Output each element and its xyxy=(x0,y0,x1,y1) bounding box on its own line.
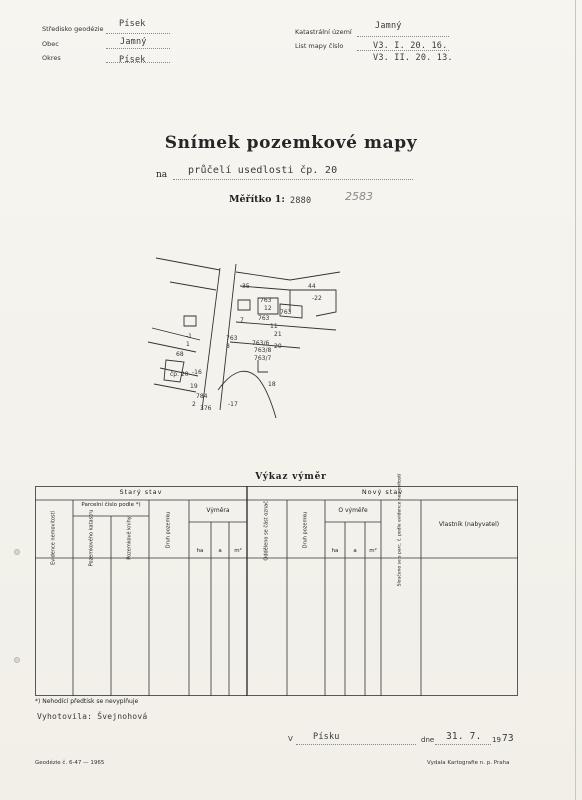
footnote: *) Nehodící předtisk se nevyplňuje xyxy=(35,698,139,705)
map-label: 784 xyxy=(196,393,208,400)
col-evidence-header: Evidence nemovitostí xyxy=(50,511,57,565)
old-state-header: Starý stav xyxy=(119,488,163,496)
map-building xyxy=(184,316,196,326)
stredisko-value: Písek xyxy=(119,19,146,29)
map-building xyxy=(238,300,250,310)
col-druh-pozemku-header: Druh pozemku xyxy=(165,511,172,549)
col-o-vymere-header: O výměře xyxy=(338,507,368,514)
map-label: 763 xyxy=(260,297,272,304)
map-label: 18 xyxy=(268,381,276,388)
map-label: 2 xyxy=(192,401,196,408)
dotted-line xyxy=(357,36,449,37)
map-label: 763 xyxy=(226,335,238,342)
okres-value: Písek xyxy=(119,55,146,65)
footer-right: Vydala Kartografie n. p. Praha xyxy=(427,760,510,766)
dotted-line xyxy=(106,33,170,34)
unit-a-2: a xyxy=(353,548,357,554)
col-vymera-header: Výměra xyxy=(206,507,230,514)
col-pozemk-knihy-header: Pozemkové knihy xyxy=(126,516,133,560)
map-label: 35 xyxy=(242,283,250,290)
col-vlastnik-header: Vlastník (nabyvatel) xyxy=(438,521,500,528)
map-label: -16 xyxy=(192,369,202,376)
unit-a: a xyxy=(218,548,222,554)
year-prefix: 19 xyxy=(492,736,501,744)
unit-ha: ha xyxy=(196,548,204,554)
map-label: -22 xyxy=(312,295,322,302)
col-slouceno-header: Sloučeno se s parc. č. podle evidence nemovitostí xyxy=(397,473,403,587)
map-label: 1 xyxy=(186,341,190,348)
stredisko-label: Středisko geodézie xyxy=(42,25,104,33)
new-state-header: Nový stav xyxy=(361,488,404,496)
footer-left: Geodézie č. 6-47 — 1965 xyxy=(35,760,105,766)
col-druh-pozemku-2-header: Druh pozemku xyxy=(302,511,309,549)
map-label: -1 xyxy=(186,333,192,340)
obec-value: Jamný xyxy=(120,37,147,47)
map-label: -17 xyxy=(228,401,238,408)
table-grid xyxy=(35,486,518,696)
dotted-line xyxy=(435,744,491,745)
map-label: 44 xyxy=(308,283,316,290)
map-curve xyxy=(218,371,276,418)
obec-label: Obec xyxy=(42,40,59,48)
unit-m2-2: m² xyxy=(369,548,377,554)
scale-label: Měřítko 1: xyxy=(229,194,285,205)
map-boundary-line xyxy=(170,282,216,290)
map-label: 763/8 xyxy=(254,347,272,354)
map-label: 20 xyxy=(274,343,282,350)
list-label: List mapy číslo xyxy=(295,42,344,50)
map-label: 21 xyxy=(274,331,282,338)
document-title: Snímek pozemkové mapy xyxy=(164,133,418,153)
pencil-note: 2583 xyxy=(345,190,373,203)
punch-hole-top xyxy=(14,549,20,555)
map-label: 763 xyxy=(258,315,270,322)
map-label: 7 xyxy=(240,317,244,324)
date-label: dne xyxy=(421,736,435,744)
katastralni-label: Katastrální území xyxy=(295,28,352,36)
map-label: 68 xyxy=(176,351,184,358)
map-boundary-line xyxy=(236,272,340,280)
na-value: průčelí usedlosti čp. 20 xyxy=(188,165,338,176)
map-label: 376 xyxy=(200,405,212,412)
page-edge xyxy=(575,0,576,800)
dotted-line xyxy=(173,179,413,180)
punch-hole-bottom xyxy=(14,657,20,663)
map-label: čp. 20 xyxy=(170,371,189,378)
place-prefix: V xyxy=(288,735,293,743)
parcel-number-header: Parcelní číslo podle *) xyxy=(81,502,141,508)
col-pozemk-katastru-header: Pozemkového katastru xyxy=(88,509,95,567)
unit-m2: m² xyxy=(234,548,242,554)
map-label: 763 xyxy=(280,309,292,316)
vykaz-title: Výkaz výměr xyxy=(255,472,327,482)
scale-value: 2880 xyxy=(290,196,312,206)
dotted-line xyxy=(296,744,416,745)
map-label: 19 xyxy=(190,383,198,390)
cadastral-map-sketch xyxy=(140,250,360,420)
map-boundary-line xyxy=(156,258,220,270)
na-label: na xyxy=(156,170,168,180)
map-boundary-line xyxy=(236,322,336,330)
table-border xyxy=(36,487,518,696)
map-boundary-line xyxy=(152,328,200,340)
vyhotovila: Vyhotovila: Švejnohová xyxy=(37,712,148,721)
date-value: 31. 7. xyxy=(446,731,482,742)
col-oddeleno-header: Odděleno se část označ. xyxy=(263,499,270,561)
year-value: 73 xyxy=(502,733,514,744)
place-value: Písku xyxy=(313,732,340,742)
map-label: 763/6 xyxy=(252,340,270,347)
dotted-line xyxy=(106,48,170,49)
map-label: 12 xyxy=(264,305,272,312)
katastralni-value: Jamný xyxy=(375,21,402,31)
unit-ha-2: ha xyxy=(331,548,339,554)
okres-label: Okres xyxy=(42,54,61,62)
list-value-1: V3. I. 20. 16. xyxy=(373,41,448,51)
map-label: 763/7 xyxy=(254,355,272,362)
map-label: 8 xyxy=(226,343,230,350)
map-label: 11 xyxy=(270,323,278,330)
list-value-2: V3. II. 20. 13. xyxy=(373,53,453,63)
